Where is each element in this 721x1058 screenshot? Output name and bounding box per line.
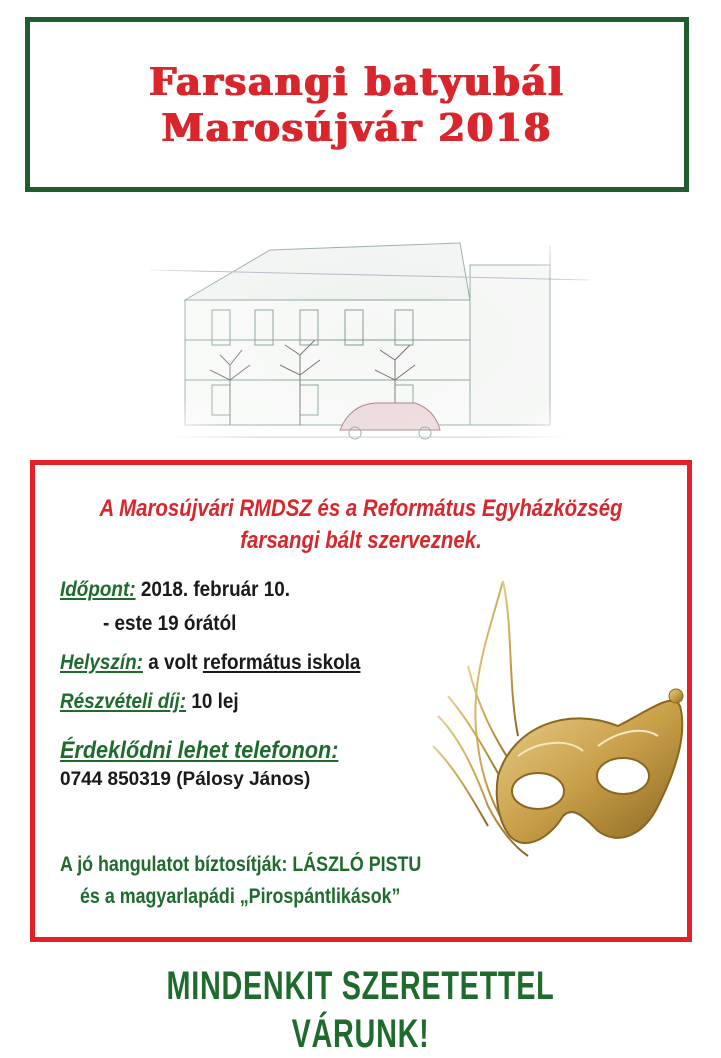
title-line-2: Marosújvár 2018 — [161, 104, 553, 150]
welcome-footer: MINDENKIT SZERETETTEL VÁRUNK! — [166, 964, 555, 1056]
fee-label: Részvételi díj: — [60, 690, 187, 713]
carnival-mask-image — [418, 576, 690, 886]
title-box — [25, 17, 689, 192]
time-label: Időpont: — [60, 578, 136, 601]
intro-text — [84, 493, 638, 557]
school-building-sketch — [150, 205, 590, 450]
intro-line-2: farsangi bált szerveznek. — [240, 527, 482, 554]
entertainment-line-1: A jó hangulatot bíztosítják: LÁSZLÓ PISTU — [60, 853, 422, 876]
place-prefix: a volt — [148, 651, 198, 674]
place-row — [60, 651, 360, 675]
place-value: református iskola — [202, 651, 361, 674]
fee-row — [60, 690, 239, 714]
contact-phone: 0744 850319 (Pálosy János) — [60, 769, 311, 790]
place-label: Helyszín: — [60, 651, 143, 674]
intro-line-1: A Marosújvári RMDSZ és a Református Egyházközség — [99, 495, 623, 522]
title-line-1: Farsangi batyubál — [149, 58, 565, 104]
time-row — [60, 578, 290, 602]
time-extra: - este 19 órától — [103, 612, 237, 635]
contact-heading: Érdeklődni lehet telefonon: — [60, 737, 339, 764]
time-value: 2018. február 10. — [140, 578, 291, 601]
entertainment-line-2: és a magyarlapádi „Pirospántlikások” — [80, 885, 401, 908]
fee-value: 10 lej — [191, 690, 239, 713]
